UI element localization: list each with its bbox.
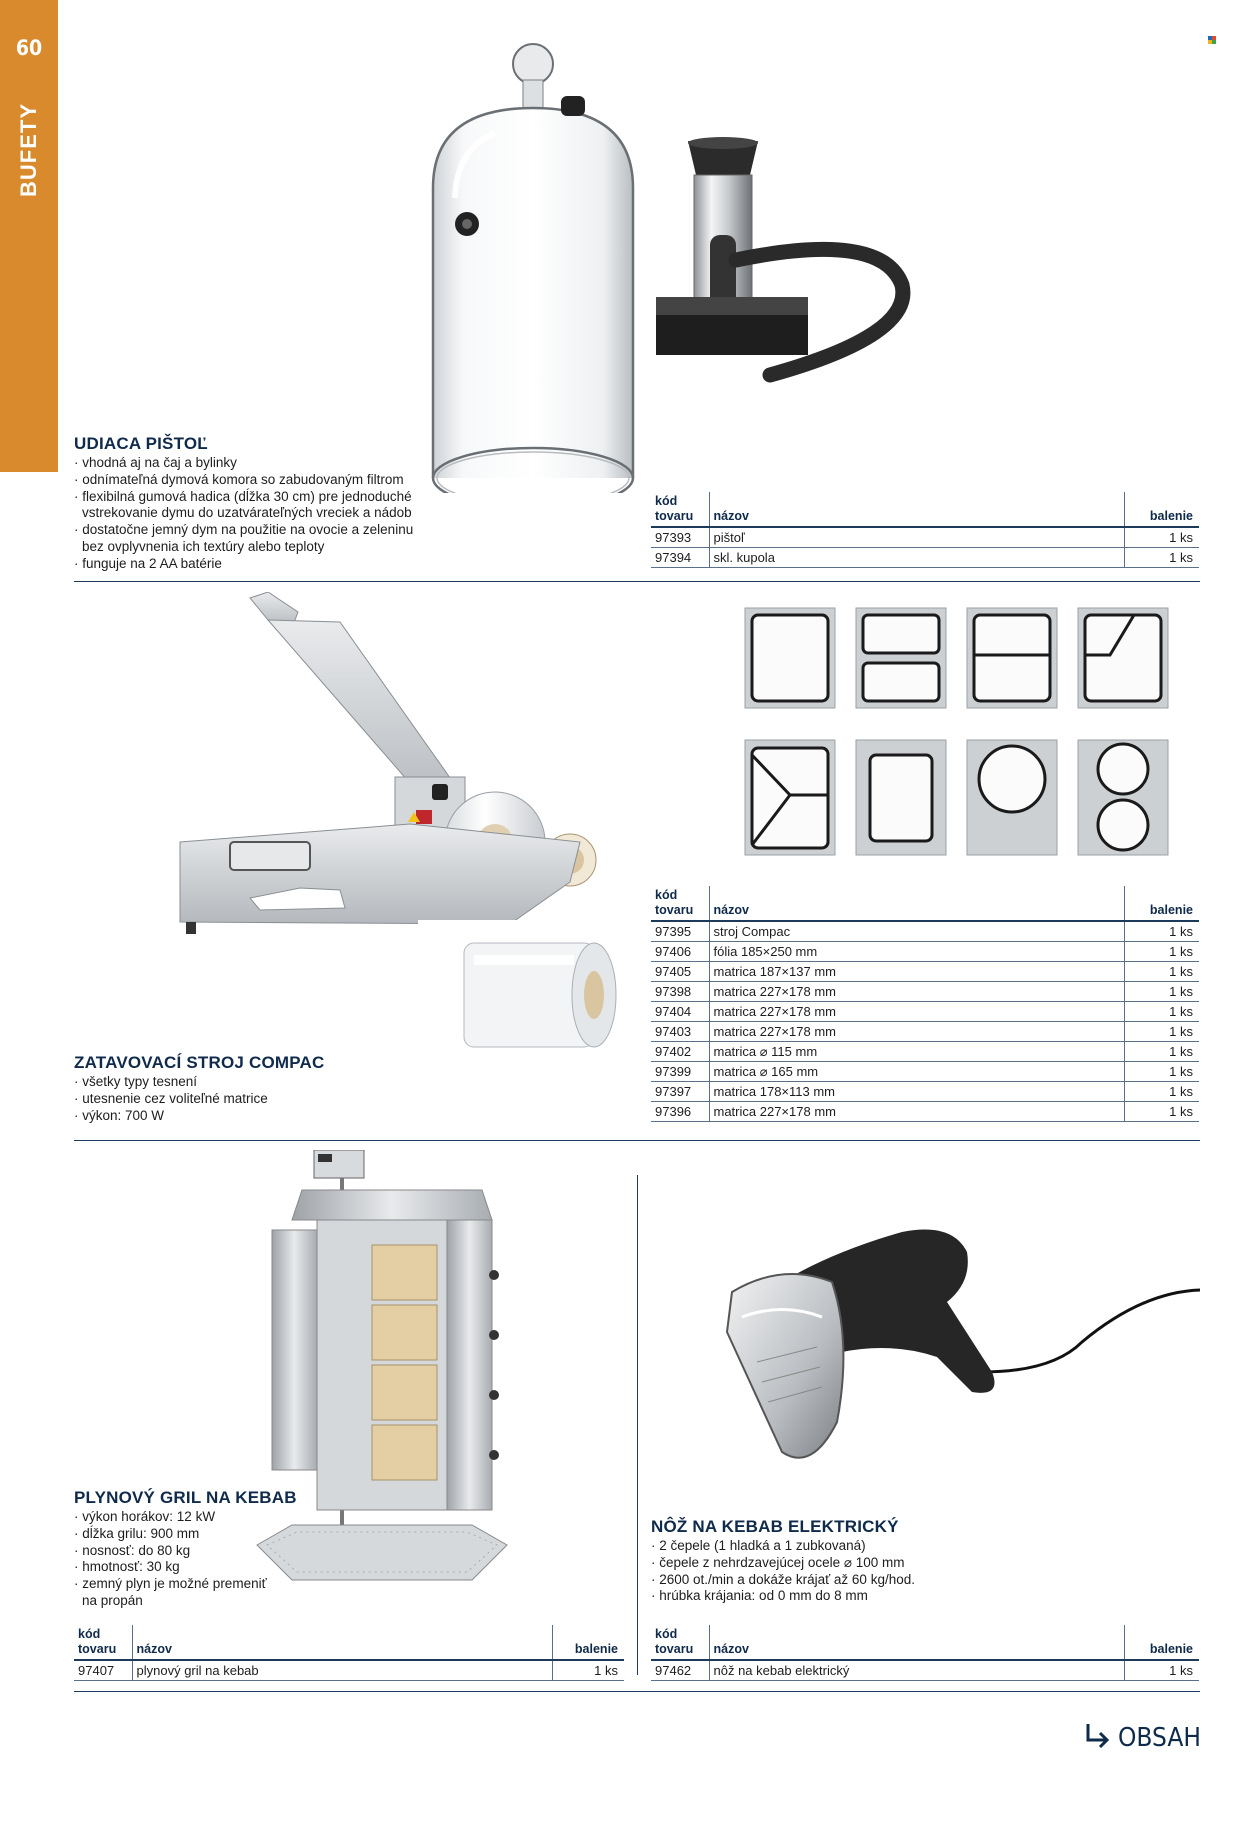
kebab-grill-image xyxy=(252,1150,522,1600)
sealing-machine-image xyxy=(150,592,630,960)
product-table xyxy=(651,492,1199,568)
smoking-gun-image xyxy=(652,135,942,395)
code-cell: 97398 xyxy=(651,982,709,1002)
feature-item: · zemný plyn je možné premeniť na propán xyxy=(74,1576,274,1610)
pack-cell: 1 ks xyxy=(1124,1062,1199,1082)
section-divider xyxy=(74,1691,1200,1692)
table-row xyxy=(651,1082,1199,1102)
feature-list xyxy=(74,1074,414,1124)
feature-item: · odnímateľná dymová komora so zabudovaným filtrom xyxy=(74,472,419,489)
feature-list xyxy=(651,1538,1081,1605)
feature-item: · utesnenie cez voliteľné matrice xyxy=(74,1091,414,1108)
feature-item: · vhodná aj na čaj a bylinky xyxy=(74,455,419,472)
name-cell: stroj Compac xyxy=(709,921,1124,942)
product-table xyxy=(74,1625,624,1681)
name-cell: nôž na kebab elektrický xyxy=(709,1660,1124,1681)
table-row xyxy=(651,962,1199,982)
table-row xyxy=(651,1042,1199,1062)
table-row xyxy=(651,942,1199,962)
pack-cell: 1 ks xyxy=(1124,1002,1199,1022)
pack-header: balenie xyxy=(1124,886,1199,921)
kebab-knife-image xyxy=(722,1222,1204,1472)
table-row xyxy=(651,548,1199,568)
feature-list xyxy=(74,1509,274,1610)
contents-link-label[interactable]: OBSAH xyxy=(1118,1723,1201,1753)
code-header: kód tovaru xyxy=(78,1627,117,1656)
contents-link[interactable] xyxy=(1082,1722,1201,1754)
code-header: kód tovaru xyxy=(655,494,694,523)
name-cell: matrica 227×178 mm xyxy=(709,1022,1124,1042)
pack-cell: 1 ks xyxy=(1124,942,1199,962)
feature-item: · dĺžka grilu: 900 mm xyxy=(74,1526,274,1543)
pack-cell: 1 ks xyxy=(1124,1022,1199,1042)
arrow-down-right-icon xyxy=(1082,1722,1114,1754)
pack-cell: 1 ks xyxy=(1124,1660,1199,1681)
feature-item: · nosnosť: do 80 kg xyxy=(74,1543,274,1560)
pack-cell: 1 ks xyxy=(1124,921,1199,942)
feature-item: · všetky typy tesnení xyxy=(74,1074,414,1091)
feature-item: · výkon horákov: 12 kW xyxy=(74,1509,274,1526)
feature-item: · hrúbka krájania: od 0 mm do 8 mm xyxy=(651,1588,1081,1605)
name-cell: matrica 178×113 mm xyxy=(709,1082,1124,1102)
product-title: UDIACA PIŠTOĽ xyxy=(74,434,208,453)
foil-roll-image xyxy=(444,935,624,1055)
code-cell: 97407 xyxy=(74,1660,132,1681)
code-cell: 97403 xyxy=(651,1022,709,1042)
code-cell: 97394 xyxy=(651,548,709,568)
feature-item: · hmotnosť: 30 kg xyxy=(74,1559,274,1576)
section-tab xyxy=(0,0,58,472)
pack-cell: 1 ks xyxy=(1124,982,1199,1002)
section-label: BUFETY xyxy=(16,103,41,197)
pack-cell: 1 ks xyxy=(1124,527,1199,548)
brand-mark-icon xyxy=(1208,36,1216,44)
table-row xyxy=(651,1022,1199,1042)
code-cell: 97395 xyxy=(651,921,709,942)
pack-cell: 1 ks xyxy=(1124,1082,1199,1102)
pack-cell: 1 ks xyxy=(1124,1102,1199,1122)
pack-cell: 1 ks xyxy=(1124,548,1199,568)
code-cell: 97402 xyxy=(651,1042,709,1062)
section-divider xyxy=(74,1140,1200,1141)
table-row xyxy=(651,921,1199,942)
section-divider xyxy=(74,581,1200,582)
glass-dome-image xyxy=(425,38,640,493)
column-divider xyxy=(637,1175,638,1675)
matrix-plates-image xyxy=(742,605,1172,857)
name-cell: skl. kupola xyxy=(709,548,1124,568)
product-title: ZATAVOVACÍ STROJ COMPAC xyxy=(74,1053,325,1072)
feature-item: · čepele z nehrdzavejúcej ocele ⌀ 100 mm xyxy=(651,1555,1081,1572)
pack-header: balenie xyxy=(1124,1625,1199,1660)
product-title: NÔŽ NA KEBAB ELEKTRICKÝ xyxy=(651,1517,899,1536)
name-header: názov xyxy=(709,492,1124,527)
feature-item: · výkon: 700 W xyxy=(74,1108,414,1125)
pack-cell: 1 ks xyxy=(1124,962,1199,982)
table-row xyxy=(651,1002,1199,1022)
feature-list xyxy=(74,455,419,573)
pack-cell: 1 ks xyxy=(552,1660,624,1681)
name-cell: matrica 227×178 mm xyxy=(709,1002,1124,1022)
name-cell: fólia 185×250 mm xyxy=(709,942,1124,962)
product-title: PLYNOVÝ GRIL NA KEBAB xyxy=(74,1488,297,1507)
pack-cell: 1 ks xyxy=(1124,1042,1199,1062)
table-row xyxy=(651,527,1199,548)
feature-item: · 2 čepele (1 hladká a 1 zubkovaná) xyxy=(651,1538,1081,1555)
table-row xyxy=(74,1660,624,1681)
feature-item: · 2600 ot./min a dokáže krájať až 60 kg/hod. xyxy=(651,1572,1081,1589)
name-cell: matrica 227×178 mm xyxy=(709,982,1124,1002)
name-cell: plynový gril na kebab xyxy=(132,1660,552,1681)
code-cell: 97397 xyxy=(651,1082,709,1102)
name-header: názov xyxy=(709,886,1124,921)
feature-item: · flexibilná gumová hadica (dĺžka 30 cm) pre jednoduché vstrekovanie dymu do uzatvárateľných vreciek a nádob xyxy=(74,489,419,523)
code-cell: 97393 xyxy=(651,527,709,548)
code-cell: 97404 xyxy=(651,1002,709,1022)
table-row xyxy=(651,982,1199,1002)
name-header: názov xyxy=(132,1625,552,1660)
name-cell: matrica ⌀ 165 mm xyxy=(709,1062,1124,1082)
name-header: názov xyxy=(709,1625,1124,1660)
pack-header: balenie xyxy=(1124,492,1199,527)
code-cell: 97396 xyxy=(651,1102,709,1122)
code-cell: 97462 xyxy=(651,1660,709,1681)
code-cell: 97399 xyxy=(651,1062,709,1082)
name-cell: matrica ⌀ 115 mm xyxy=(709,1042,1124,1062)
table-row xyxy=(651,1660,1199,1681)
feature-item: · funguje na 2 AA batérie xyxy=(74,556,419,573)
pack-header: balenie xyxy=(552,1625,624,1660)
product-table xyxy=(651,1625,1199,1681)
code-cell: 97406 xyxy=(651,942,709,962)
table-row xyxy=(651,1062,1199,1082)
name-cell: pištoľ xyxy=(709,527,1124,548)
table-row xyxy=(651,1102,1199,1122)
code-cell: 97405 xyxy=(651,962,709,982)
product-table xyxy=(651,886,1199,1122)
code-header: kód tovaru xyxy=(655,1627,694,1656)
page-number: 60 xyxy=(15,36,43,60)
name-cell: matrica 187×137 mm xyxy=(709,962,1124,982)
code-header: kód tovaru xyxy=(655,888,694,917)
feature-item: · dostatočne jemný dym na použitie na ovocie a zeleninu bez ovplyvnenia ich textúry alebo teploty xyxy=(74,522,419,556)
name-cell: matrica 227×178 mm xyxy=(709,1102,1124,1122)
